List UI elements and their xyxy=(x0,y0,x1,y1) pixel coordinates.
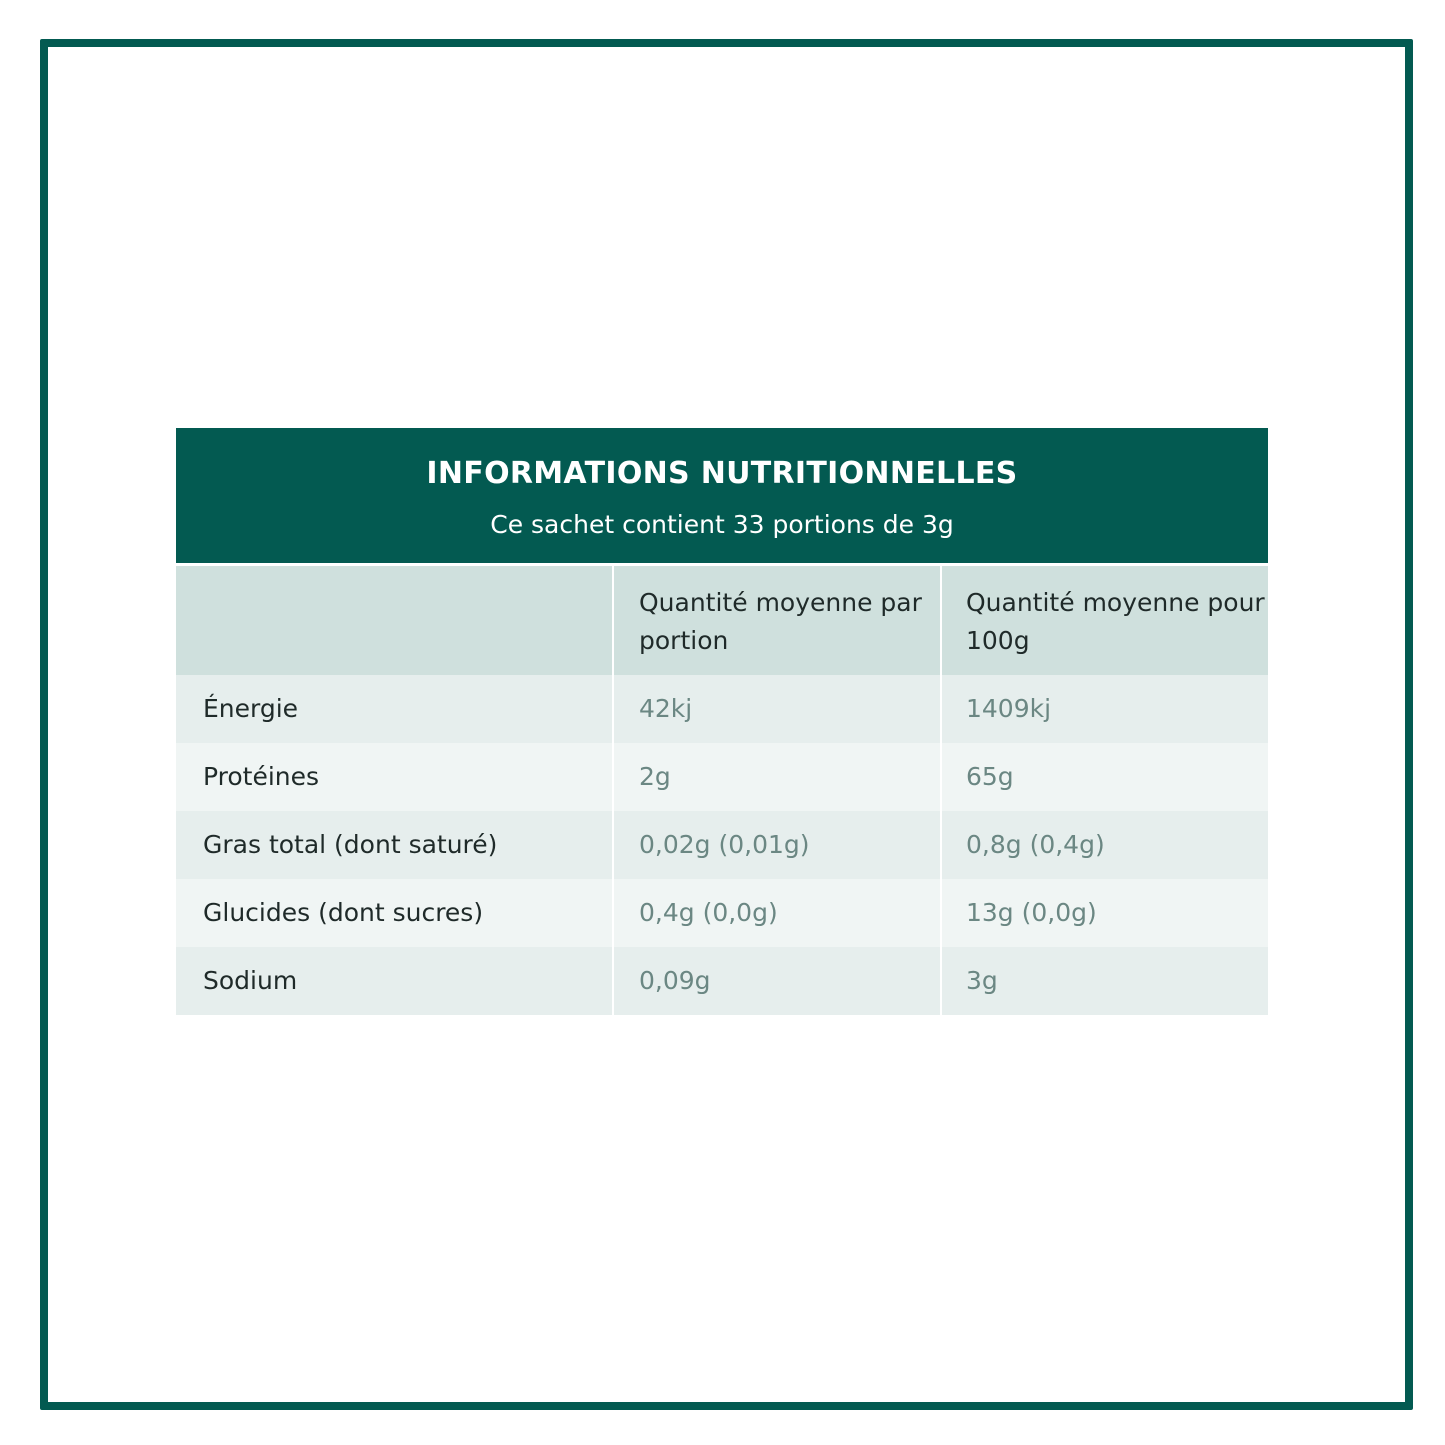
column-header-per-portion: Quantité moyenne par portion xyxy=(612,566,940,675)
table-row xyxy=(176,743,1268,811)
per-portion-value: 0,4g (0,0g) xyxy=(612,879,940,947)
per-100g-value: 3g xyxy=(940,947,1268,1015)
table-row xyxy=(176,675,1268,743)
per-100g-value: 0,8g (0,4g) xyxy=(940,811,1268,879)
nutrient-label: Sodium xyxy=(176,947,612,1015)
per-portion-value: 42kj xyxy=(612,675,940,743)
table-title: INFORMATIONS NUTRITIONNELLES xyxy=(426,456,1018,491)
per-portion-value: 2g xyxy=(612,743,940,811)
column-header-nutrient xyxy=(176,566,612,675)
table-subtitle: Ce sachet contient 33 portions de 3g xyxy=(490,510,954,539)
per-portion-value: 0,09g xyxy=(612,947,940,1015)
per-100g-value: 65g xyxy=(940,743,1268,811)
column-header-per-100g: Quantité moyenne pour 100g xyxy=(940,566,1268,675)
nutrition-facts-table xyxy=(176,428,1268,1015)
nutrient-label: Énergie xyxy=(176,675,612,743)
nutrient-label: Glucides (dont sucres) xyxy=(176,879,612,947)
column-header-row xyxy=(176,566,1268,675)
table-header xyxy=(176,428,1268,563)
per-portion-value: 0,02g (0,01g) xyxy=(612,811,940,879)
table-row xyxy=(176,947,1268,1015)
nutrient-label: Gras total (dont saturé) xyxy=(176,811,612,879)
nutrient-label: Protéines xyxy=(176,743,612,811)
table-row xyxy=(176,811,1268,879)
per-100g-value: 13g (0,0g) xyxy=(940,879,1268,947)
per-100g-value: 1409kj xyxy=(940,675,1268,743)
table-row xyxy=(176,879,1268,947)
